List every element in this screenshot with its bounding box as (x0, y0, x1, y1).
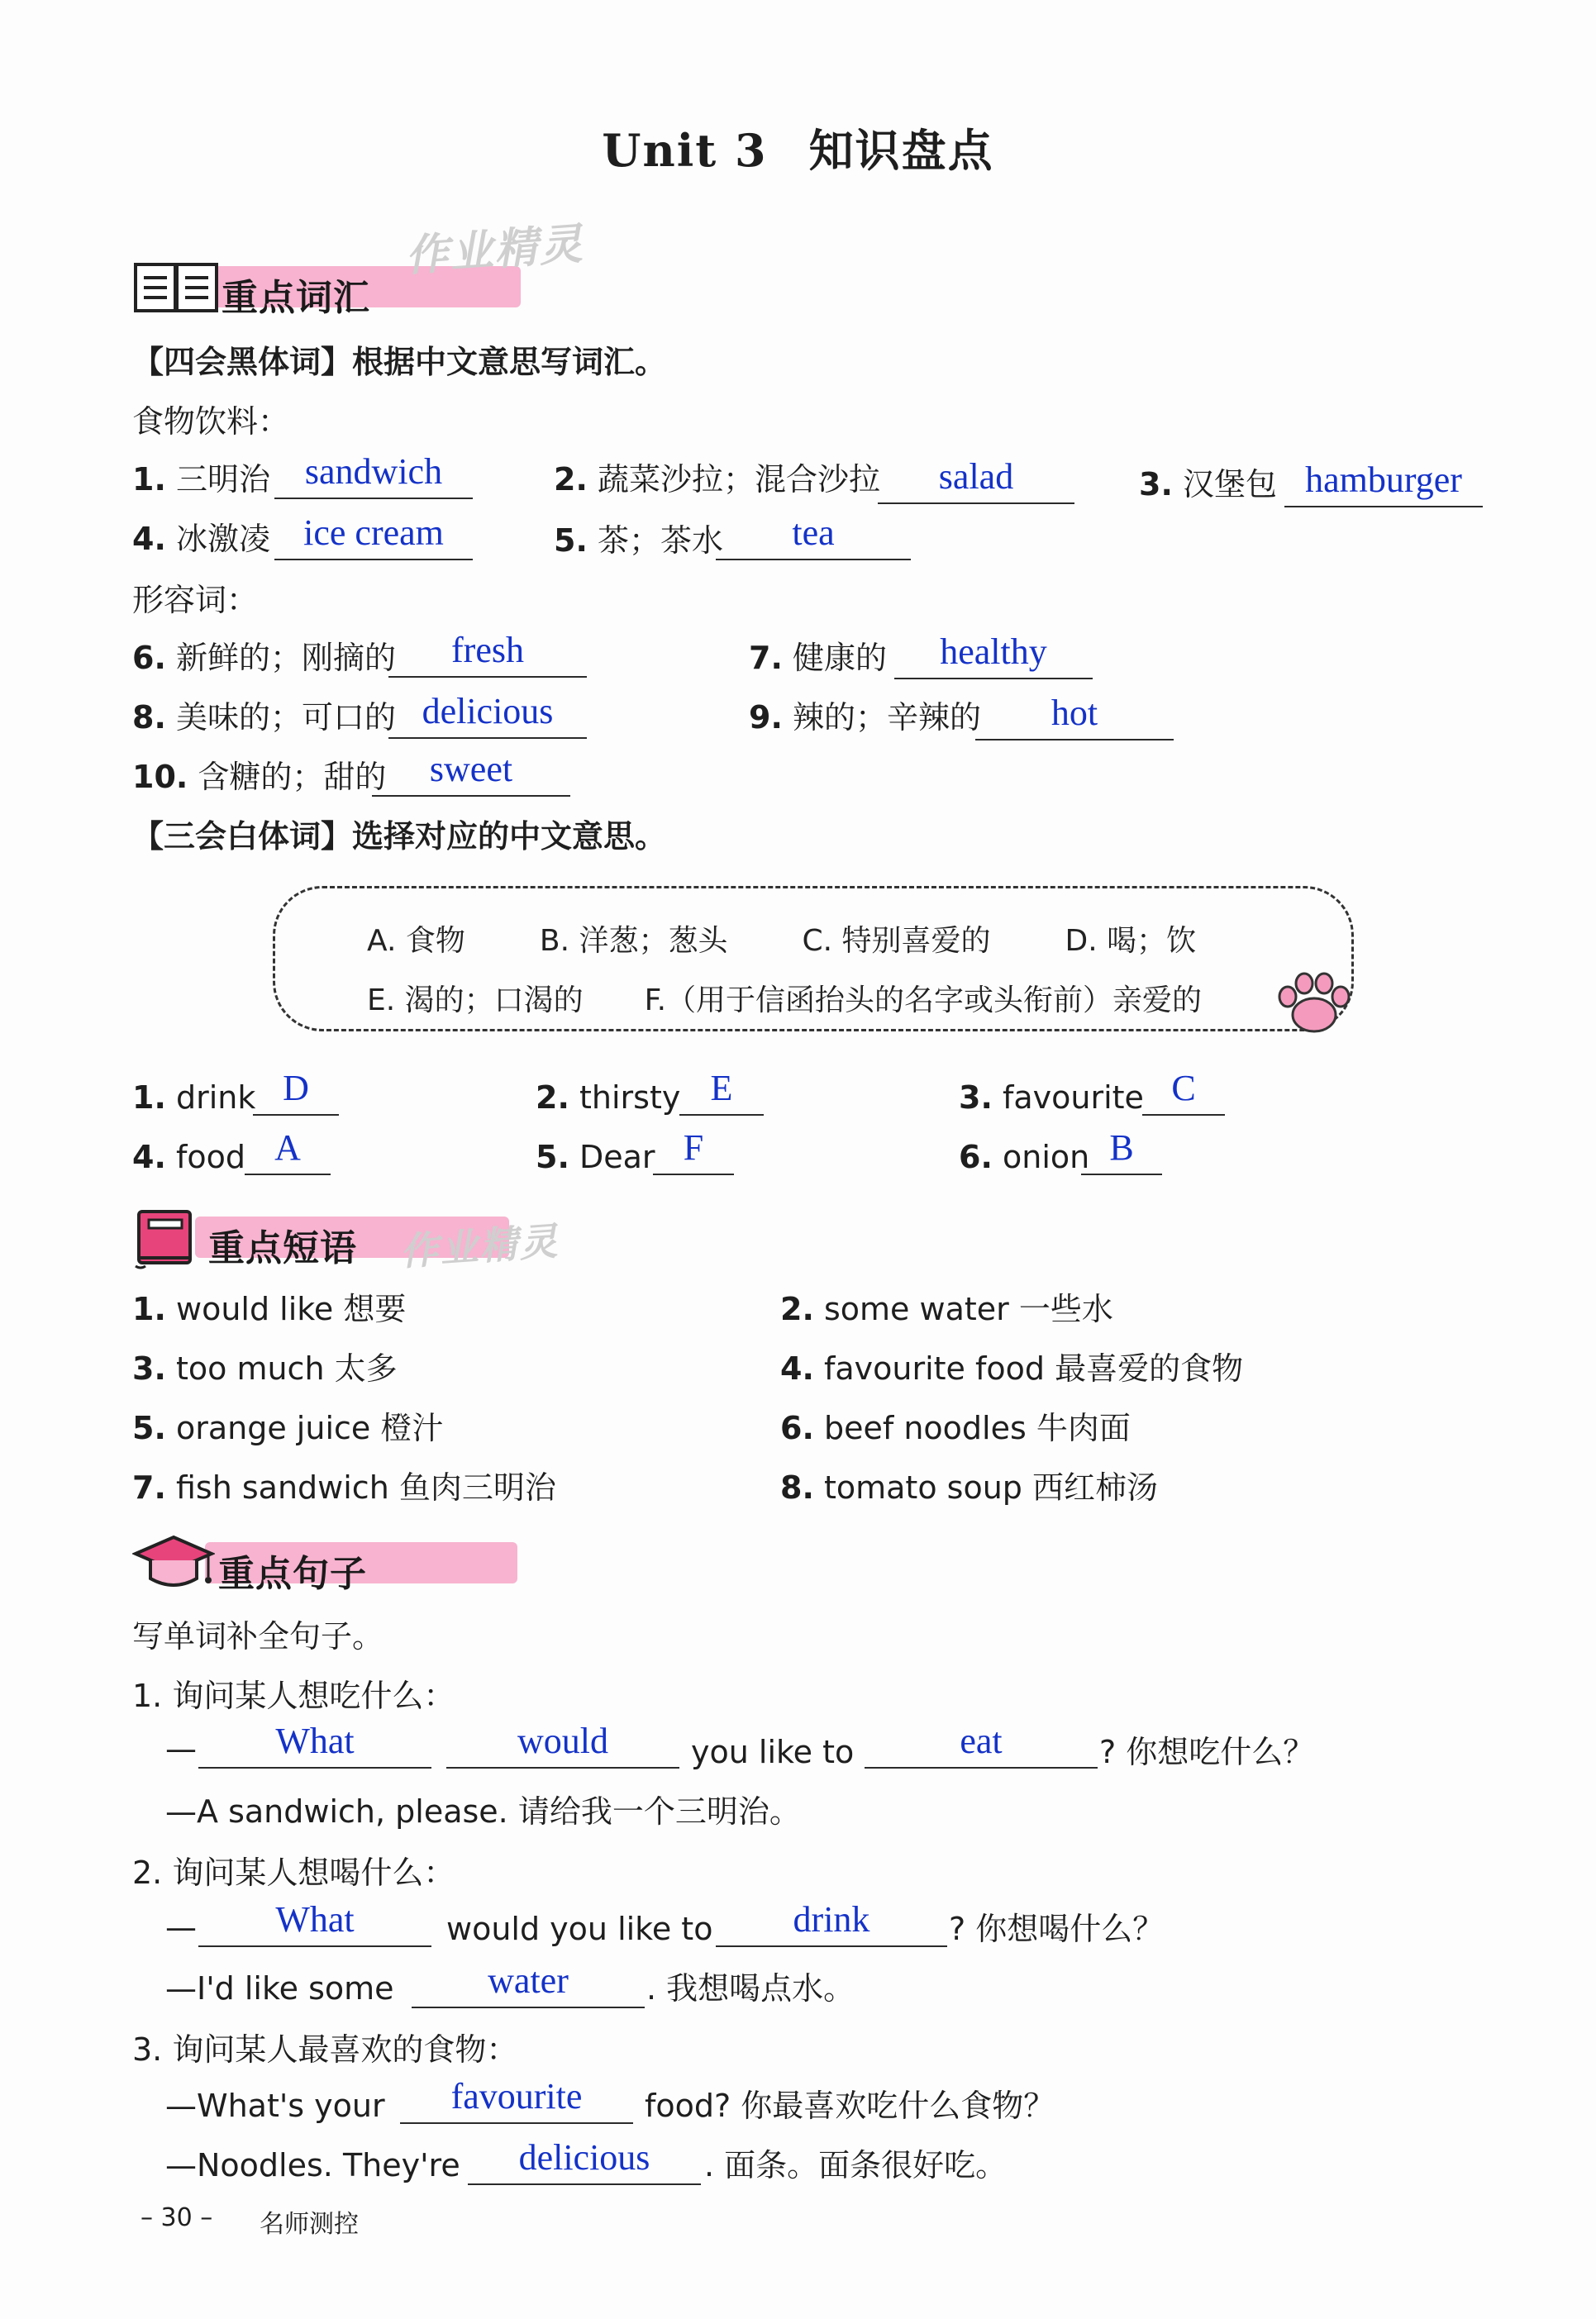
page-title: Unit 3 知识盘点 (602, 124, 994, 177)
answer-blank[interactable]: hot (975, 699, 1174, 740)
options-row-1: A. 食物 B. 洋葱；葱头 C. 特别喜爱的 D. 喝；饮 (367, 924, 1197, 958)
match-item-2: 2. thirsty (536, 1079, 681, 1116)
match-item-3: 3. favourite (959, 1079, 1144, 1116)
sentence-text: would you like to (446, 1911, 713, 1947)
vocab-item-3: 3. 汉堡包 (1139, 466, 1277, 502)
watermark: 作业精灵 (398, 1218, 560, 1274)
vocab-item-4: 4. 冰激凌 (132, 521, 270, 557)
answer-blank[interactable]: E (679, 1074, 764, 1116)
sentences-instruction: 写单词补全句子。 (132, 1618, 384, 1655)
phrase-item: 1. would like 想要 (132, 1291, 407, 1327)
answer-blank[interactable]: drink (716, 1906, 947, 1947)
vocab-item-9: 9. 辣的；辛辣的 (749, 699, 981, 736)
page-number: – 30 – (141, 2203, 213, 2232)
question-title: 3. 询问某人最喜欢的食物： (132, 2031, 518, 2068)
sentence-text: you like to (691, 1734, 855, 1770)
section-header-phrases (132, 1208, 397, 1269)
dash: — (165, 1909, 197, 1945)
vocab-item-8: 8. 美味的；可口的 (132, 699, 396, 736)
vocab-item-1: 1. 三明治 (132, 461, 270, 498)
answer-blank[interactable]: tea (716, 519, 911, 560)
answer-blank[interactable]: eat (865, 1727, 1098, 1769)
match-item-1: 1. drink (132, 1079, 256, 1116)
section-title: 重点词汇 (222, 277, 370, 319)
options-row-2: E. 渴的；口渴的 F.（用于信函抬头的名字或头衔前）亲爱的 (367, 983, 1203, 1017)
paw-icon (1273, 967, 1355, 1038)
sentence-text: —I'd like some (165, 1970, 394, 2007)
answer-blank[interactable]: salad (878, 463, 1074, 504)
question-title: 1. 询问某人想吃什么： (132, 1678, 455, 1714)
answer-blank[interactable]: sandwich (274, 458, 473, 499)
section-header-sentences (132, 1534, 397, 1595)
category-adjectives: 形容词： (132, 582, 259, 618)
sentence-reply: —A sandwich, please. 请给我一个三明治。 (165, 1793, 801, 1830)
vocab-item-7: 7. 健康的 (749, 640, 887, 676)
sentence-text: . 我想喝点水。 (646, 1970, 855, 2007)
answer-blank[interactable]: hamburger (1284, 466, 1483, 507)
section-title: 重点句子 (218, 1553, 367, 1595)
answer-blank[interactable]: What (198, 1727, 431, 1769)
answer-blank[interactable]: What (198, 1906, 431, 1947)
section-title: 重点短语 (208, 1227, 357, 1269)
instruction-bold-words: 【四会黑体词】根据中文意思写词汇。 (132, 344, 667, 380)
question-title: 2. 询问某人想喝什么： (132, 1855, 455, 1891)
answer-blank[interactable]: would (446, 1727, 679, 1769)
brand-name: 名师测控 (260, 2210, 359, 2239)
phrase-item: 6. beef noodles 牛肉面 (780, 1410, 1131, 1446)
answer-blank[interactable]: healthy (894, 638, 1093, 679)
phrase-item: 7. fish sandwich 鱼肉三明治 (132, 1469, 556, 1506)
answer-blank[interactable]: A (245, 1134, 331, 1175)
answer-blank[interactable]: delicious (388, 698, 587, 739)
dash: — (165, 1731, 197, 1767)
phrase-item: 3. too much 太多 (132, 1350, 398, 1387)
book-icon (132, 258, 223, 316)
answer-blank[interactable]: water (412, 1967, 645, 2008)
sentence-text: . 面条。面条很好吃。 (704, 2147, 1008, 2183)
sentence-text: —What's your (165, 2088, 385, 2124)
phrase-item: 5. orange juice 橙汁 (132, 1410, 444, 1446)
phrase-item: 8. tomato soup 西红柿汤 (780, 1469, 1159, 1506)
match-item-4: 4. food (132, 1139, 245, 1175)
match-item-5: 5. Dear (536, 1139, 655, 1175)
vocab-item-5: 5. 茶；茶水 (554, 522, 723, 559)
graduation-cap-icon (132, 1534, 215, 1597)
answer-blank[interactable]: sweet (372, 755, 570, 797)
phrase-item: 2. some water 一些水 (780, 1291, 1113, 1327)
answer-blank[interactable]: favourite (400, 2083, 633, 2124)
answer-blank[interactable]: fresh (388, 636, 587, 678)
category-food: 食物饮料： (132, 403, 290, 440)
instruction-white-words: 【三会白体词】选择对应的中文意思。 (132, 818, 667, 855)
vocab-item-6: 6. 新鲜的；刚摘的 (132, 640, 396, 676)
answer-blank[interactable]: C (1142, 1074, 1225, 1116)
sentence-text: food? 你最喜欢吃什么食物？ (645, 2088, 1055, 2124)
section-header-vocab (132, 258, 397, 319)
sentence-text: ? 你想喝什么？ (949, 1911, 1165, 1947)
watermark: 作业精灵 (403, 219, 586, 282)
sentence-text: ? 你想吃什么？ (1099, 1734, 1315, 1770)
vocab-item-2: 2. 蔬菜沙拉；混合沙拉 (554, 461, 880, 498)
vocab-item-10: 10. 含糖的；甜的 (132, 759, 387, 795)
answer-blank[interactable]: F (653, 1134, 734, 1175)
match-item-6: 6. onion (959, 1139, 1090, 1175)
notebook-icon (132, 1208, 207, 1271)
answer-blank[interactable]: D (253, 1074, 339, 1116)
answer-blank[interactable]: delicious (468, 2144, 701, 2185)
answer-blank[interactable]: ice cream (274, 519, 473, 560)
answer-blank[interactable]: B (1081, 1134, 1162, 1175)
phrase-item: 4. favourite food 最喜爱的食物 (780, 1350, 1244, 1387)
sentence-text: —Noodles. They're (165, 2147, 460, 2183)
